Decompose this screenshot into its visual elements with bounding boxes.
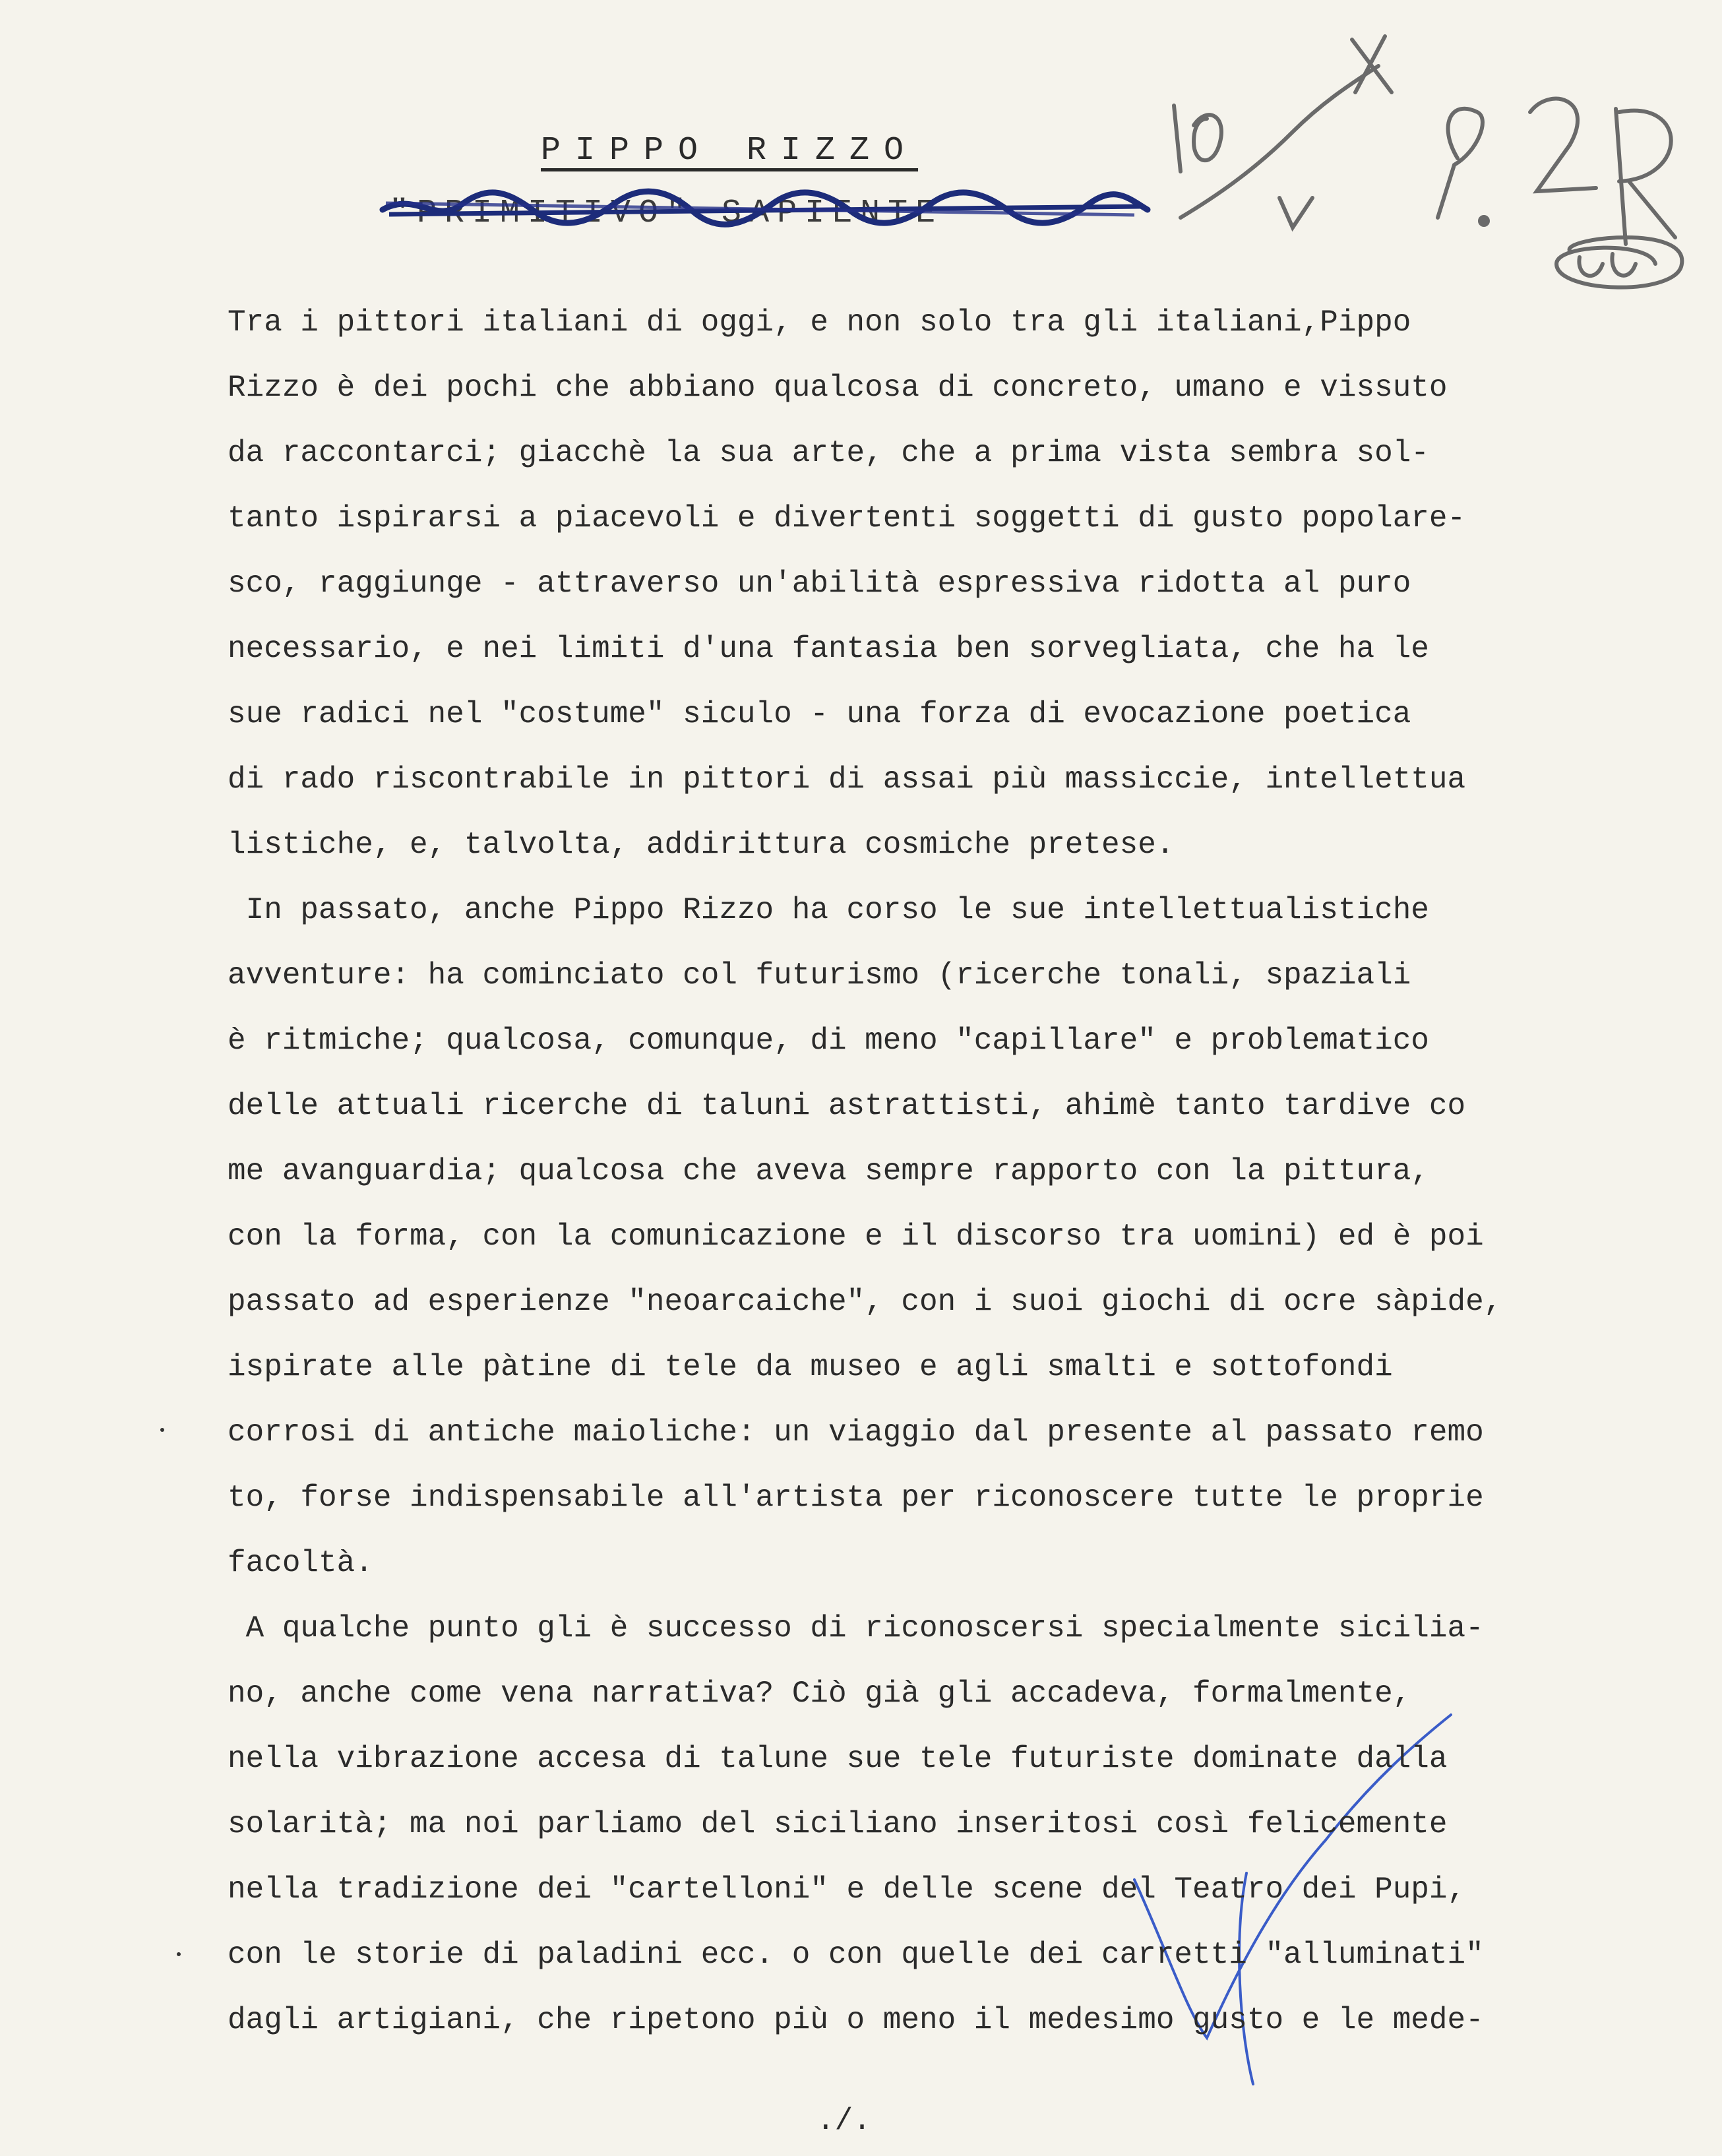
document-title: PIPPO RIZZO [541, 132, 919, 169]
text-line: sco, raggiunge - attraverso un'abilità espressiva ridotta al puro [228, 567, 1411, 601]
page-continuation-mark: ./. [816, 2104, 871, 2138]
text-line: necessario, e nei limiti d'una fantasia ben sorvegliata, che ha le [228, 632, 1429, 666]
paragraph-3 [228, 1596, 1645, 2053]
text-line: Rizzo è dei pochi che abbiano qualcosa di concreto, umano e vissuto [228, 371, 1448, 405]
text-line: listiche, e, talvolta, addirittura cosmiche pretese. [228, 828, 1175, 862]
text-line: con la forma, con la comunicazione e il discorso tra uomini) ed è poi [228, 1219, 1484, 1254]
typewritten-body [228, 290, 1645, 2053]
margin-dot [177, 1952, 181, 1956]
text-line: dagli artigiani, che ripetono più o meno il medesimo gusto e le mede- [228, 2003, 1484, 2037]
text-line: corrosi di antiche maioliche: un viaggio dal presente al passato remo [228, 1415, 1484, 1450]
text-line: In passato, anche Pippo Rizzo ha corso le sue intellettualistiche [228, 893, 1429, 927]
text-line: è ritmiche; qualcosa, comunque, di meno "capillare" e problematico [228, 1024, 1429, 1058]
text-line: A qualche punto gli è successo di riconoscersi specialmente sicilia- [228, 1611, 1484, 1646]
text-line: solarità; ma noi parliamo del siciliano inseritosi così felicemente [228, 1807, 1448, 1841]
struck-subtitle: "PRIMITIVO" SAPIENTE [389, 195, 944, 232]
text-line: to, forse indispensabile all'artista per riconoscere tutte le proprie [228, 1481, 1484, 1515]
text-line: delle attuali ricerche di taluni astrattisti, ahimè tanto tardive co [228, 1089, 1466, 1123]
text-line: me avanguardia; qualcosa che aveva sempre rapporto con la pittura, [228, 1154, 1429, 1188]
margin-dot [160, 1428, 164, 1432]
text-line: avventure: ha cominciato col futurismo (ricerche tonali, spaziali [228, 958, 1411, 993]
text-line: di rado riscontrabile in pittori di assai più massiccie, intellettua [228, 762, 1466, 797]
text-line: da raccontarci; giacchè la sua arte, che a prima vista sembra sol- [228, 436, 1429, 470]
text-line: ispirate alle pàtine di tele da museo e agli smalti e sottofondi [228, 1350, 1393, 1384]
text-line: passato ad esperienze "neoarcaiche", con i suoi giochi di ocre sàpide, [228, 1285, 1502, 1319]
paragraph-1 [228, 290, 1645, 878]
text-line: sue radici nel "costume" siculo - una forza di evocazione poetica [228, 697, 1411, 731]
text-line: con le storie di paladini ecc. o con quelle dei carretti "alluminati" [228, 1938, 1484, 1972]
text-line: nella vibrazione accesa di talune sue tele futuriste dominate dalla [228, 1742, 1448, 1776]
text-line: facoltà. [228, 1546, 373, 1580]
paragraph-2 [228, 878, 1645, 1596]
text-line: Tra i pittori italiani di oggi, e non solo tra gli italiani,Pippo [228, 305, 1411, 340]
text-line: nella tradizione dei "cartelloni" e delle scene del Teatro dei Pupi, [228, 1872, 1466, 1907]
text-line: no, anche come vena narrativa? Ciò già gli accadeva, formalmente, [228, 1677, 1411, 1711]
text-line: tanto ispirarsi a piacevoli e divertenti soggetti di gusto popolare- [228, 501, 1466, 536]
